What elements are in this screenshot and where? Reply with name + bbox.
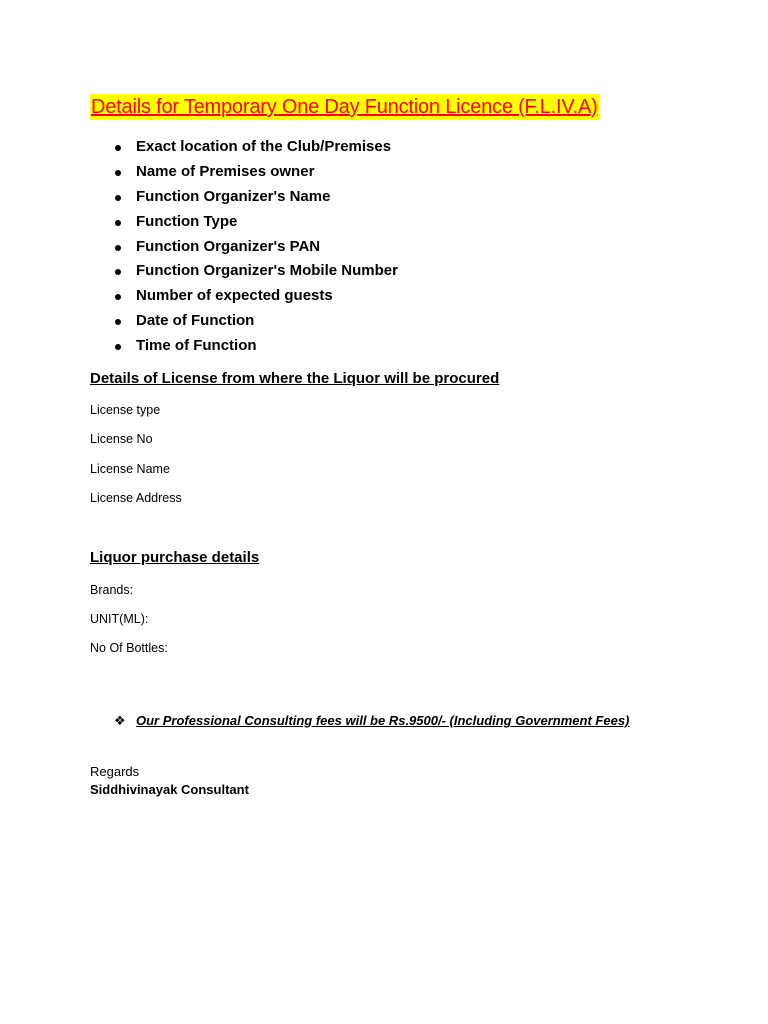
list-item-label: Exact location of the Club/Premises [136, 138, 392, 155]
purchase-section-heading: Liquor purchase details [90, 549, 260, 566]
bullet-icon [115, 170, 121, 176]
list-item [112, 135, 398, 160]
license-address-field: License Address [90, 491, 182, 505]
fees-note [114, 711, 629, 731]
list-item [112, 259, 398, 284]
list-item [112, 185, 398, 210]
list-item-label: Function Organizer's PAN [136, 237, 321, 255]
brands-field: Brands: [90, 583, 134, 597]
bullet-icon [115, 269, 121, 275]
regards-text: Regards [90, 764, 140, 779]
list-item-label: Function Organizer's Name [136, 187, 331, 205]
list-item-label: Number of expected guests [136, 287, 333, 305]
unit-ml-field: UNIT(ML): [90, 612, 149, 626]
bullet-icon [115, 245, 121, 251]
license-no-field: License No [90, 432, 153, 446]
list-item [112, 160, 398, 185]
list-item-label: Function Organizer's Mobile Number [136, 262, 398, 280]
bullet-icon [115, 319, 121, 325]
fees-note-text: Our Professional Consulting fees will be Rs.9500/- (Including Government Fees) [136, 713, 630, 728]
bullet-icon [115, 294, 121, 300]
license-section-heading: Details of License from where the Liquor will be procured [90, 370, 500, 387]
license-type-field: License type [90, 403, 161, 417]
list-item-label: Name of Premises owner [136, 162, 315, 180]
no-of-bottles-field: No Of Bottles: [90, 641, 168, 655]
bullet-icon [115, 220, 121, 226]
list-item-label: Date of Function [136, 312, 255, 330]
list-item [112, 235, 398, 260]
diamond-bullet-icon: ❖ [114, 713, 126, 728]
list-item [112, 210, 398, 235]
bullet-icon [115, 344, 121, 350]
required-details-list [112, 135, 398, 359]
document-title: Details for Temporary One Day Function Licence (F.L.IV.A) [91, 96, 598, 118]
list-item [112, 284, 398, 309]
list-item [112, 334, 398, 359]
list-item [112, 309, 398, 334]
license-name-field: License Name [90, 462, 170, 476]
signature-text: Siddhivinayak Consultant [90, 782, 249, 797]
bullet-icon [115, 195, 121, 201]
bullet-icon [115, 145, 121, 151]
list-item-label: Time of Function [136, 337, 257, 355]
list-item-label: Function Type [136, 212, 238, 230]
